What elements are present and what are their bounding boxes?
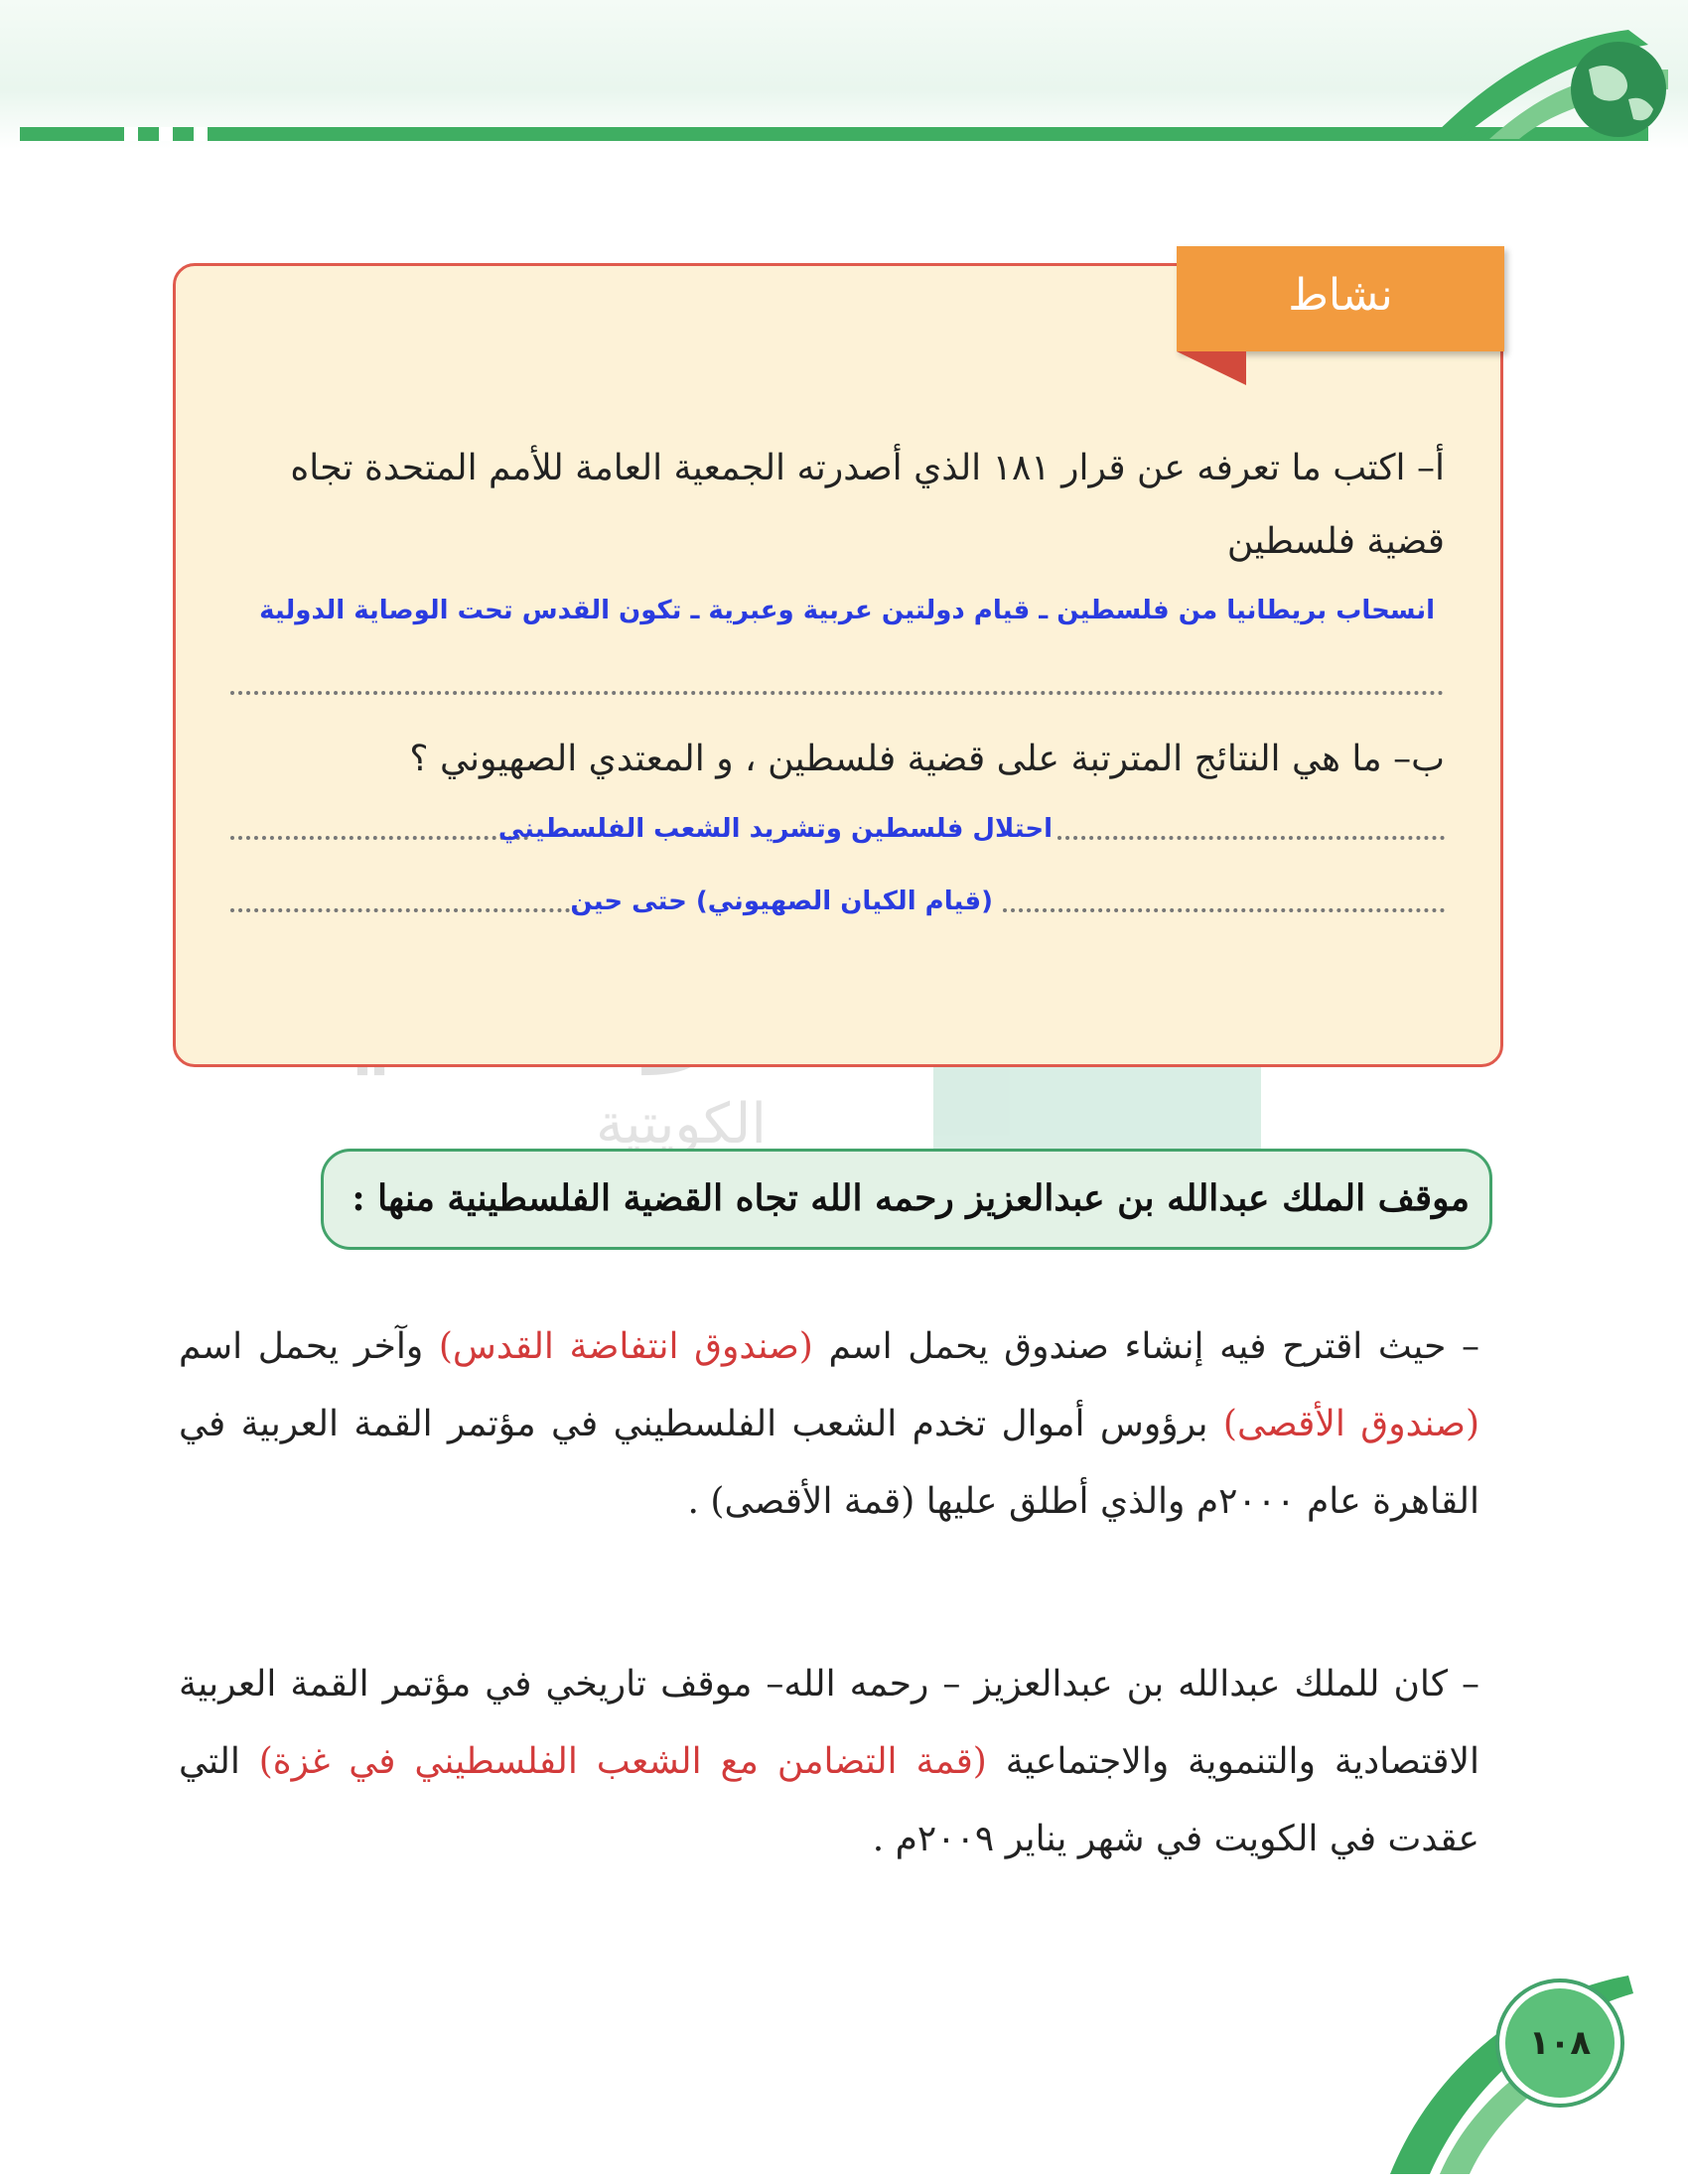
header-decoration — [0, 0, 1688, 159]
header-stripe — [20, 127, 1648, 141]
paragraph-2-text: – كان للملك عبدالله بن عبدالعزيز – رحمه الله– موقف تاريخي في مؤتمر القمة العربية الاقتصادية والتنموية والاجتماعية — [179, 1664, 1480, 1782]
paragraph-2 — [179, 1646, 1479, 1878]
question-b: ب– ما هي النتائج المترتبة على قضية فلسطين ، و المعتدي الصهيوني ؟ — [409, 739, 1445, 779]
answer-line — [230, 908, 578, 912]
activity-box — [173, 263, 1503, 1067]
paragraph-2-highlight: (قمة التضامن مع الشعب الفلسطيني في غزة) — [258, 1741, 987, 1782]
paragraph-1-text: – حيث اقترح فيه إنشاء صندوق يحمل اسم — [828, 1326, 1479, 1367]
answer-b-line1: احتلال فلسطين وتشريد الشعب الفلسطيني — [497, 814, 1053, 844]
answer-line — [230, 691, 1444, 695]
section-heading: موقف الملك عبدالله بن عبدالعزيز رحمه الله تجاه القضية الفلسطينية منها : — [352, 1177, 1470, 1219]
paragraph-1-text: برؤوس أموال تخدم الشعب الفلسطيني في مؤتمر القمة العربية في القاهرة عام ٢٠٠٠م والذي أطلق عليها (قمة الأقصى) . — [179, 1404, 1479, 1522]
paragraph-1-text: وآخر يحمل اسم — [179, 1326, 424, 1367]
activity-tab: نشاط — [1177, 246, 1504, 351]
question-a: أ– اكتب ما تعرفه عن قرار ١٨١ الذي أصدرته الجمعية العامة للأمم المتحدة تجاه قضية فلسطين — [290, 448, 1445, 562]
paragraph-1 — [179, 1308, 1479, 1541]
paragraph-1-highlight: (صندوق الأقصى) — [1222, 1404, 1479, 1444]
answer-line — [1057, 836, 1445, 840]
paragraph-2-text: التي عقدت في الكويت في شهر يناير ٢٠٠٩م . — [179, 1741, 1479, 1859]
answer-line — [1003, 908, 1445, 912]
answer-b-line2: (قيام الكيان الصهيوني) حتى حين — [570, 887, 993, 916]
paragraph-1-highlight: (صندوق انتفاضة القدس) — [438, 1326, 813, 1367]
page-number: ١٠٨ — [1499, 1982, 1620, 2104]
answer-line — [230, 836, 528, 840]
answer-a: انسحاب بريطانيا من فلسطين ـ قيام دولتين عربية وعبرية ـ تكون القدس تحت الوصاية الدولية — [259, 596, 1435, 625]
activity-tab-fold — [1177, 351, 1246, 385]
watermark-sub: الكويتية — [596, 1092, 767, 1157]
